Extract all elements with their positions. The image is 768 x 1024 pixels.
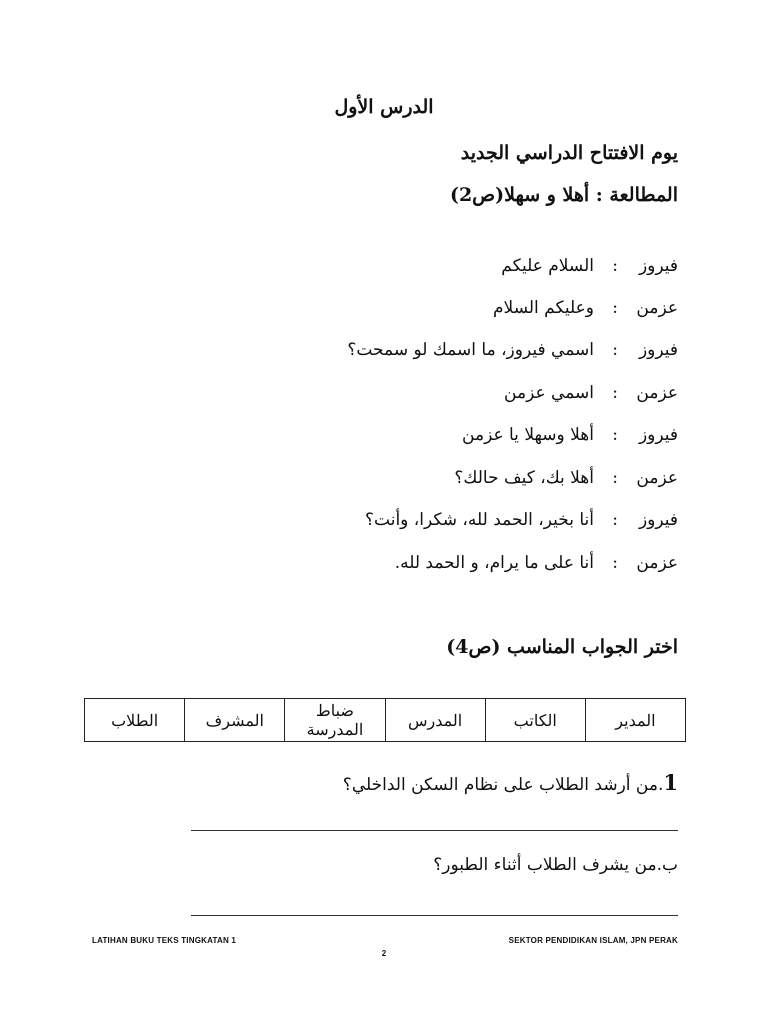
answer-choice-cell: المدرس (385, 699, 485, 742)
lesson-title: الدرس الأول (334, 96, 434, 118)
dialog-separator: : (612, 383, 618, 403)
question-number: ب (661, 855, 678, 875)
dialog-text: أنا على ما يرام، و الحمد لله. (394, 553, 594, 573)
footer-right-text: SEKTOR PENDIDIKAN ISLAM, JPN PERAK (508, 936, 678, 945)
reading-title (450, 184, 678, 206)
dialog-speaker: فيروز (638, 340, 678, 360)
dialog-line (358, 468, 678, 498)
dialog-text: أهلا بك، كيف حالك؟ (454, 468, 594, 488)
reading-label: المطالعة : أهلا و سهلا(ص (472, 184, 678, 206)
dialog-separator: : (612, 553, 618, 573)
answer-line[interactable] (191, 830, 678, 831)
dialog-text: أهلا وسهلا يا عزمن (462, 425, 594, 445)
answer-choice-cell: الكاتب (485, 699, 585, 742)
dialog-line (358, 553, 678, 583)
dialog-text: اسمي فيروز، ما اسمك لو سمحت؟ (347, 340, 594, 360)
dialog-line (358, 510, 678, 540)
dialog-text: السلام عليكم (501, 256, 594, 276)
dialog-separator: : (612, 468, 618, 488)
answer-choice-cell: الطلاب (85, 699, 185, 742)
dialog-speaker: عزمن (636, 468, 678, 488)
dialog-text: وعليكم السلام (493, 298, 594, 318)
answer-choice-cell: ضباط المدرسة (285, 699, 385, 742)
dialog-line (358, 256, 678, 286)
dialog-speaker: عزمن (636, 553, 678, 573)
reading-close-paren: ) (449, 184, 459, 206)
dialog-separator: : (612, 298, 618, 318)
footer-left-text: LATIHAN BUKU TEKS TINGKATAN 1 (92, 936, 237, 945)
dialog-line (358, 425, 678, 455)
dialog-speaker: فيروز (638, 510, 678, 530)
answer-choice-cell: المشرف (185, 699, 285, 742)
exercise-title (446, 636, 678, 658)
page-number: 2 (381, 949, 387, 958)
question-text: .من يشرف الطلاب أثناء الطبور؟ (433, 855, 662, 875)
reading-page-number: 2 (458, 184, 473, 206)
question-1 (343, 770, 678, 795)
exercise-label: اختر الجواب المناسب (ص (468, 636, 678, 658)
question-text: .من أرشد الطلاب على نظام السكن الداخلي؟ (342, 775, 664, 795)
dialog-text: اسمي عزمن (504, 383, 594, 403)
table-row (85, 699, 686, 742)
question-number: 1 (663, 770, 678, 795)
answer-line[interactable] (191, 915, 678, 916)
exercise-page-number: 4 (455, 636, 469, 658)
dialog-speaker: عزمن (636, 383, 678, 403)
dialog-speaker: عزمن (636, 298, 678, 318)
answer-choices-table (84, 698, 686, 742)
dialog-speaker: فيروز (638, 425, 678, 445)
dialog-line (358, 383, 678, 413)
topic-title: يوم الافتتاح الدراسي الجديد (460, 142, 678, 164)
dialog-separator: : (612, 425, 618, 445)
dialog-line (358, 298, 678, 328)
dialog-separator: : (612, 510, 618, 530)
dialog-line (347, 340, 678, 370)
dialog-text: أنا بخير، الحمد لله، شكرا، وأنت؟ (365, 510, 594, 530)
answer-choice-cell: المدير (585, 699, 685, 742)
question-2 (433, 855, 678, 875)
dialog-speaker: فيروز (638, 256, 678, 276)
dialog-separator: : (612, 256, 618, 276)
exercise-close-paren: ) (446, 636, 456, 658)
dialog-separator: : (612, 340, 618, 360)
